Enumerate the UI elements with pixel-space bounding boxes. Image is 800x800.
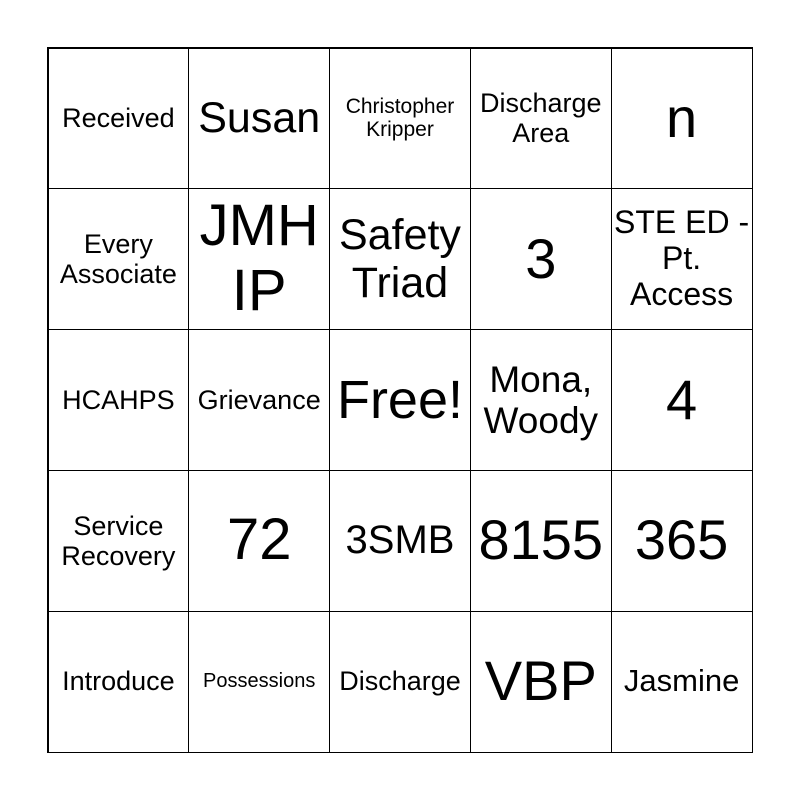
bingo-cell-text: Free! bbox=[336, 369, 464, 430]
bingo-cell-text: Grievance bbox=[197, 384, 321, 415]
bingo-cell[interactable] bbox=[611, 611, 753, 753]
bingo-cell[interactable] bbox=[48, 470, 190, 612]
bingo-cell-text: 72 bbox=[226, 507, 292, 573]
bingo-cell-text: 3SMB bbox=[345, 518, 455, 563]
bingo-cell-text: Service Recovery bbox=[61, 510, 176, 571]
bingo-cell-text: 3 bbox=[525, 226, 557, 290]
bingo-cell[interactable] bbox=[611, 470, 753, 612]
bingo-cell[interactable] bbox=[611, 48, 753, 190]
bingo-cell[interactable] bbox=[48, 329, 190, 471]
bingo-cell[interactable] bbox=[188, 611, 330, 753]
bingo-cell[interactable] bbox=[48, 611, 190, 753]
bingo-cell-text: Discharge Area bbox=[480, 88, 602, 149]
bingo-cell-text: STE ED - Pt. Access bbox=[614, 204, 750, 313]
bingo-cell-text: n bbox=[666, 86, 698, 150]
bingo-cell-text: Discharge bbox=[339, 666, 461, 697]
bingo-cell-text: Every Associate bbox=[59, 228, 177, 290]
bingo-cell[interactable] bbox=[611, 329, 753, 471]
bingo-cell-text: Mona, Woody bbox=[483, 358, 599, 441]
bingo-cell-text: Safety Triad bbox=[339, 211, 461, 308]
bingo-cell-text: VBP bbox=[484, 649, 597, 713]
bingo-cell[interactable] bbox=[188, 188, 330, 330]
bingo-cell[interactable] bbox=[329, 611, 471, 753]
bingo-cell[interactable] bbox=[470, 48, 612, 190]
bingo-cell[interactable] bbox=[470, 611, 612, 753]
bingo-cell[interactable] bbox=[188, 48, 330, 190]
bingo-cell-text: Introduce bbox=[62, 666, 175, 697]
bingo-cell-text: Susan bbox=[198, 94, 321, 143]
bingo-cell[interactable] bbox=[48, 48, 190, 190]
bingo-cell-text: Jasmine bbox=[623, 663, 740, 699]
bingo-cell-text: JMH IP bbox=[199, 193, 319, 324]
bingo-cell[interactable] bbox=[329, 188, 471, 330]
bingo-cell-text: 8155 bbox=[478, 508, 604, 572]
bingo-cell[interactable] bbox=[48, 188, 190, 330]
bingo-cell-text: Christopher Kripper bbox=[345, 94, 455, 142]
bingo-cell[interactable] bbox=[329, 48, 471, 190]
bingo-cell[interactable] bbox=[329, 329, 471, 471]
bingo-cell[interactable] bbox=[329, 470, 471, 612]
bingo-cell[interactable] bbox=[470, 329, 612, 471]
bingo-cell[interactable] bbox=[611, 188, 753, 330]
bingo-cell[interactable] bbox=[470, 470, 612, 612]
bingo-board bbox=[47, 47, 753, 753]
bingo-cell-text: 365 bbox=[634, 508, 729, 572]
bingo-cell-text: 4 bbox=[666, 367, 698, 431]
bingo-cell[interactable] bbox=[470, 188, 612, 330]
bingo-cell-text: Possessions bbox=[203, 670, 316, 693]
bingo-cell-text: HCAHPS bbox=[62, 384, 175, 415]
bingo-cell-text: Received bbox=[62, 103, 175, 134]
bingo-cell[interactable] bbox=[188, 329, 330, 471]
bingo-cell[interactable] bbox=[188, 470, 330, 612]
